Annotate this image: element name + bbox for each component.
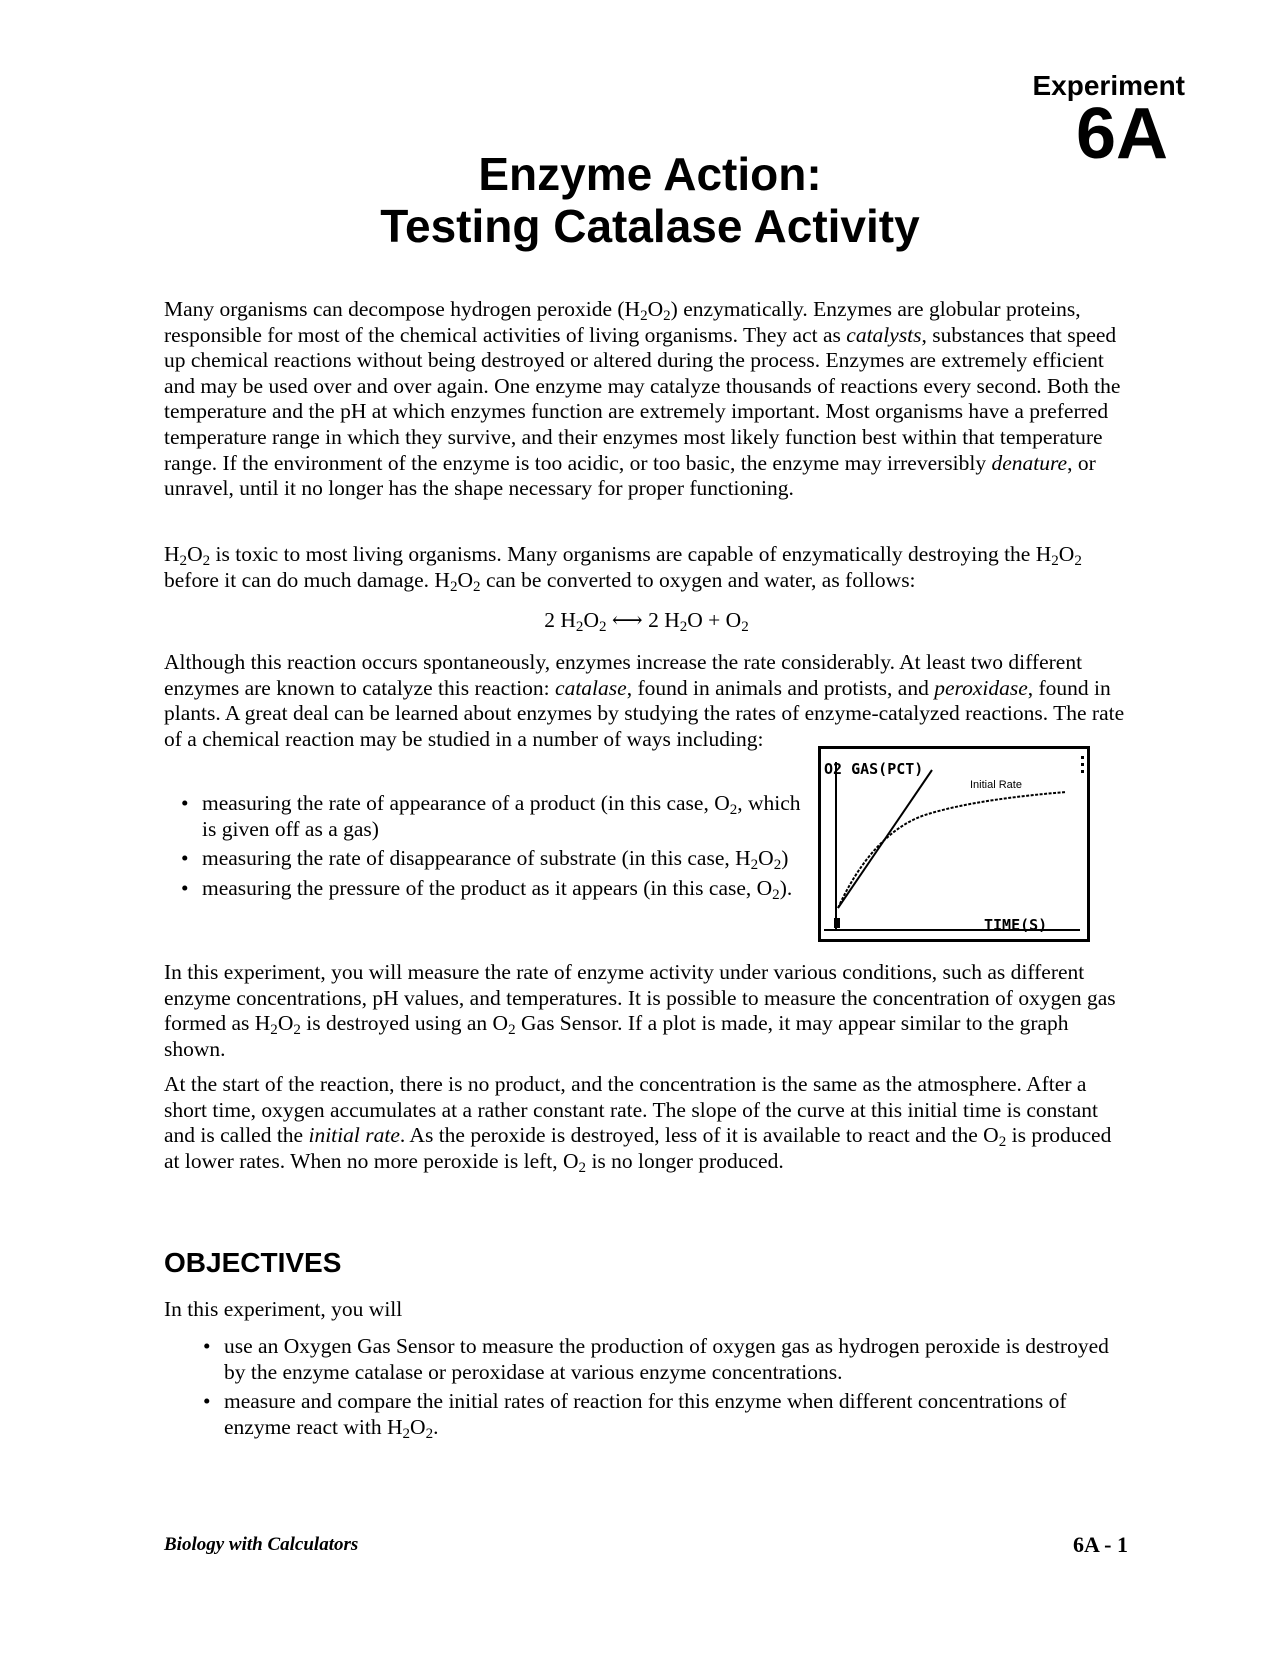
- experiment-number: 6A: [1075, 94, 1168, 174]
- start-marker: [834, 918, 840, 928]
- objectives-intro: In this experiment, you will: [164, 1297, 403, 1321]
- list-item: • use an Oxygen Gas Sensor to measure the production of oxygen gas as hydrogen peroxide is destroyed by the enzyme catalase or peroxidase at various enzyme concentrations.: [186, 1334, 1121, 1385]
- graph-mark: [1081, 763, 1084, 766]
- oxygen-rate-graph: [818, 746, 1090, 942]
- title-line-2: Testing Catalase Activity: [380, 200, 920, 252]
- initial-rate-annotation: Initial Rate: [970, 779, 1022, 791]
- graph-mark: [1081, 756, 1084, 759]
- intro-paragraph-5: At the start of the reaction, there is no product, and the concentration is the same as the atmosphere. After a short time, oxygen accumulates at a rather constant rate. The slope of the curve at this initial time is constant and is called the initial rate. As the peroxide is destroyed, less of it is available to react and the $O_2$ is produced at lower rates. When no more peroxide is left, $O_2$ is no longer produced.: [164, 1072, 1112, 1176]
- intro-paragraph-2: $H_2O_2$ is toxic to most living organisms. Many organisms are capable of enzymatically destroying the $H_2O_2$ before it can do much damage. $H_2O_2$ can be converted to oxygen and water, as follows:: [164, 542, 1082, 595]
- list-item: • measuring the rate of appearance of a product (in this case, $O_2$, which is given off as a gas): [164, 791, 804, 842]
- intro-paragraph-3: Although this reaction occurs spontaneously, enzymes increase the rate considerably. At least two different enzymes are known to catalyze this reaction: catalase, found in animals and protists, and peroxidase, found in plants. A great deal can be learned about enzymes by studying the rates of enzyme-catalyzed reactions. The rate of a chemical reaction may be studied in a number of ways including:: [164, 650, 1125, 751]
- title-line-1: Enzyme Action:: [478, 148, 822, 200]
- x-axis-label: TIME(S): [984, 916, 1048, 934]
- page-title: [240, 148, 1060, 252]
- reaction-equation: 2 $H_2O_2$ ⟷ 2 $H_2O + O_2$: [544, 608, 749, 635]
- footer-page-number: 6A - 1: [1073, 1532, 1128, 1557]
- objectives-list: [186, 1334, 1121, 1444]
- experiment-label: Experiment: [1032, 70, 1185, 101]
- intro-paragraph-4: In this experiment, you will measure the rate of enzyme activity under various conditions, such as different enzyme concentrations, pH values, and temperatures. It is possible to measure the concentration of oxygen gas formed as $H_2O_2$ is destroyed using an $O_2$ Gas Sensor. If a plot is made, it may appear similar to the graph shown.: [164, 960, 1116, 1061]
- objectives-heading: OBJECTIVES: [164, 1247, 342, 1278]
- intro-paragraph-1: Many organisms can decompose hydrogen peroxide $(H_2O_2)$ enzymatically. Enzymes are globular proteins, responsible for most of the chemical activities of living organisms. They act as catalysts, substances that speed up chemical reactions without being destroyed or altered during the process. Enzymes are extremely efficient and may be used over and over again. One enzyme may catalyze thousands of reactions every second. Both the temperature and the pH at which enzymes function are extremely important. Most organisms have a preferred temperature range in which they survive, and their enzymes most likely function best within that temperature range. If the environment of the enzyme is too acidic, or too basic, the enzyme may irreversibly denature, or unravel, until it no longer has the shape necessary for proper functioning.: [164, 297, 1121, 501]
- graph-mark: [1081, 770, 1084, 773]
- list-item: • measuring the rate of disappearance of substrate (in this case, $H_2O_2$): [164, 846, 804, 872]
- list-item: • measuring the pressure of the product as it appears (in this case, $O_2$).: [164, 876, 804, 902]
- y-axis-label: O2 GAS(PCT): [824, 760, 924, 778]
- list-item: • measure and compare the initial rates of reaction for this enzyme when different concentrations of enzyme react with $H_2O_2$.: [186, 1389, 1121, 1440]
- footer-book-title: Biology with Calculators: [164, 1534, 359, 1555]
- measurement-methods-list: [164, 791, 804, 905]
